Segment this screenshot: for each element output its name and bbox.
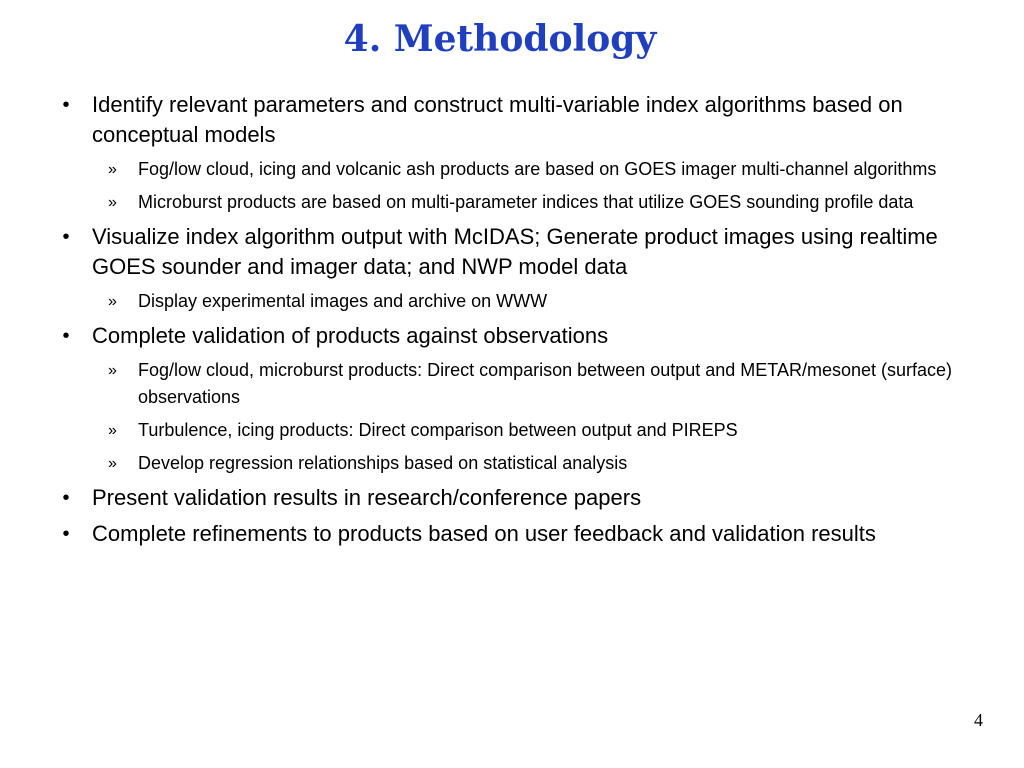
slide-content: [56, 90, 996, 555]
slide-title: 4. Methodology: [343, 18, 657, 60]
bullet-icon: •: [62, 94, 70, 116]
bullet-item: [56, 483, 996, 513]
bullet-item: [56, 222, 996, 282]
bullet-item: [56, 321, 996, 351]
chevron-right-icon: »: [108, 293, 117, 310]
bullet-text: Present validation results in research/conference papers: [92, 485, 642, 510]
sub-bullet-item: [56, 189, 996, 216]
sub-bullet-item: [56, 156, 996, 183]
chevron-right-icon: »: [108, 194, 117, 211]
page-number: 4: [974, 710, 983, 730]
bullet-item: [56, 519, 996, 549]
bullet-text: Complete refinements to products based on user feedback and validation results: [92, 521, 876, 546]
bullet-text: Visualize index algorithm output with McIDAS; Generate product images using realtime GOES sounder and imager data; and NWP model data: [92, 224, 938, 279]
chevron-right-icon: »: [108, 422, 117, 439]
sub-bullet-item: [56, 288, 996, 315]
sub-bullet-text: Microburst products are based on multi-parameter indices that utilize GOES sounding profile data: [138, 192, 914, 212]
bullet-icon: •: [62, 487, 70, 509]
bullet-icon: •: [62, 226, 70, 248]
sub-bullet-item: [56, 357, 996, 411]
sub-bullet-text: Display experimental images and archive on WWW: [138, 291, 548, 311]
bullet-item: [56, 90, 996, 150]
bullet-text: Complete validation of products against observations: [92, 323, 609, 348]
sub-bullet-text: Fog/low cloud, icing and volcanic ash products are based on GOES imager multi-channel algorithms: [138, 159, 937, 179]
sub-bullet-text: Fog/low cloud, microburst products: Direct comparison between output and METAR/mesonet (surface) observations: [138, 360, 953, 407]
sub-bullet-text: Turbulence, icing products: Direct comparison between output and PIREPS: [138, 420, 738, 440]
bullet-icon: •: [62, 325, 70, 347]
chevron-right-icon: »: [108, 455, 117, 472]
chevron-right-icon: »: [108, 362, 117, 379]
bullet-text: Identify relevant parameters and construct multi-variable index algorithms based on conceptual models: [92, 92, 903, 147]
sub-bullet-text: Develop regression relationships based on statistical analysis: [138, 453, 628, 473]
bullet-icon: •: [62, 523, 70, 545]
sub-bullet-item: [56, 417, 996, 444]
chevron-right-icon: »: [108, 161, 117, 178]
sub-bullet-item: [56, 450, 996, 477]
